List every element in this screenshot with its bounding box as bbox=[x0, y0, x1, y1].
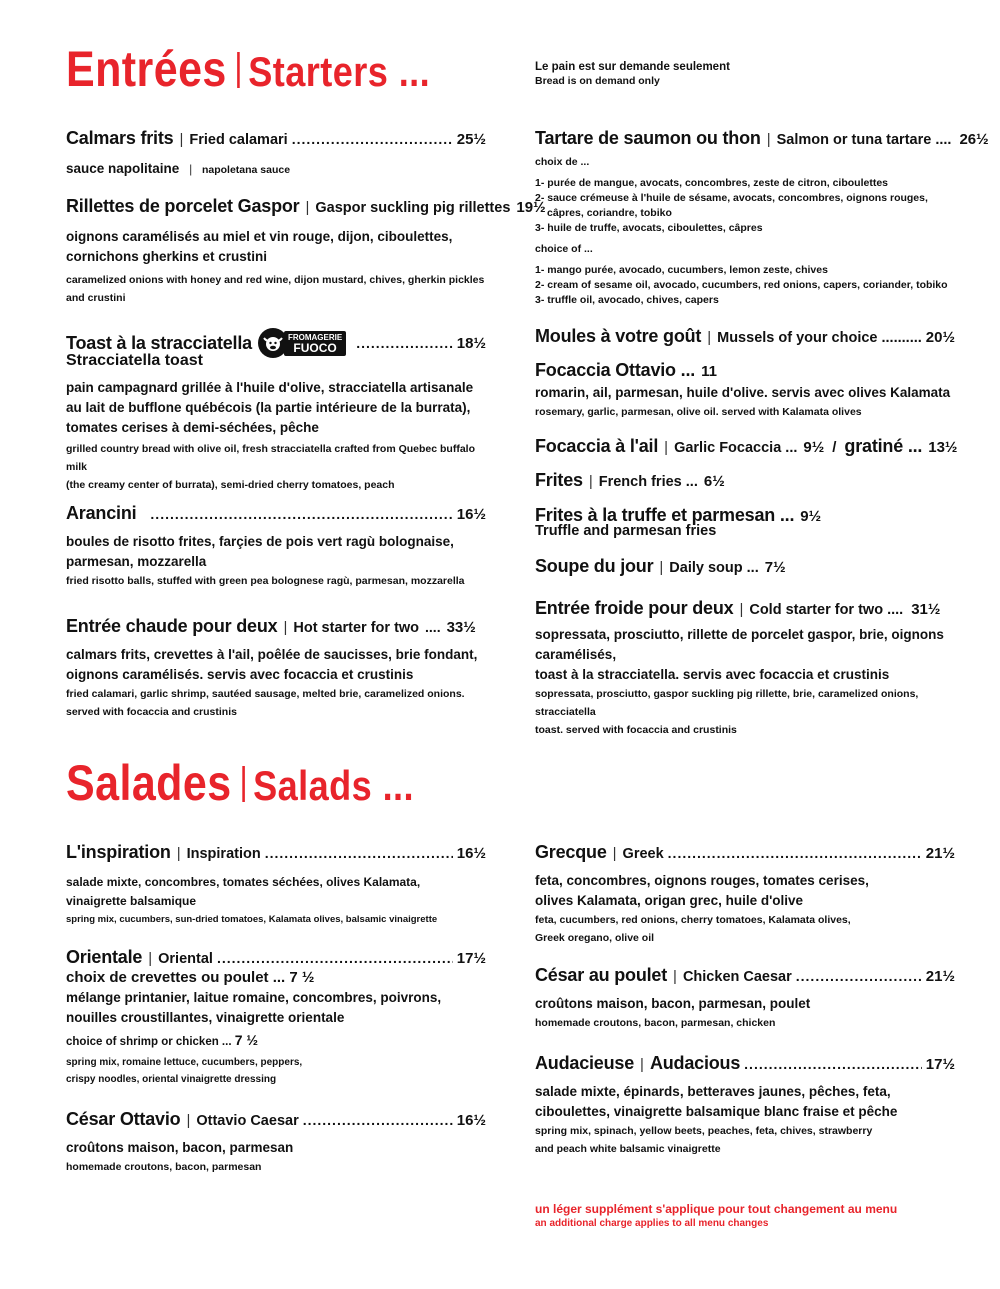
item-name-fr: Frites bbox=[535, 470, 583, 490]
choice-en bbox=[66, 1028, 486, 1054]
item-name-fr: César Ottavio bbox=[66, 1109, 181, 1129]
desc-fr-2: cornichons gherkins et crustini bbox=[66, 249, 268, 264]
item-name-en: Stracciatella toast bbox=[66, 352, 203, 369]
desc-fr-1: oignons caramélisés au miel et vin rouge, dijon, ciboulettes, bbox=[66, 229, 453, 244]
item-price: 16½ bbox=[456, 845, 486, 862]
item-desc: sauce napolitaine | napoletana sauce bbox=[66, 161, 291, 176]
menu-item-cesar-ottavio: César Ottavio | Ottavio Caesar ..... 16½ croûtons maison, bacon, parmesan homemade croutons, bacon, parmesan bbox=[66, 1109, 486, 1176]
option-fr-2b: câpres, coriandre, tobiko bbox=[547, 207, 672, 219]
item-price: 19½ bbox=[516, 199, 546, 216]
desc-fr-2: oignons caramélisés. servis avec focaccia et crustinis bbox=[66, 667, 414, 682]
menu-item-frites: Frites | French fries ... 6½ bbox=[535, 470, 725, 490]
salads-title-fr: Salades bbox=[66, 755, 232, 811]
menu-item-rillettes: Rillettes de porcelet Gaspor | Gaspor suckling pig rillettes 19½ oignons caramélisés au miel et vin rouge, dijon, ciboulettes, cornichons gherkins et crustini caramelized onions with honey and red wine, dijon mustard, chives, gherkin pickles and crustini bbox=[66, 196, 486, 307]
desc-fr-1: salade mixte, concombres, tomates séchées, olives Kalamata, bbox=[66, 875, 421, 889]
desc-en-2: Greek oregano, olive oil bbox=[535, 932, 655, 944]
item-name-en: French fries ... bbox=[598, 474, 698, 490]
option-fr-1: 1- purée de mangue, avocats, concombres, zeste de citron, ciboulettes bbox=[535, 177, 889, 189]
item-price: 17½ bbox=[925, 1056, 955, 1073]
desc-fr-2: parmesan, mozzarella bbox=[66, 554, 207, 569]
item-name-en: Cold starter for two .... bbox=[749, 602, 904, 618]
desc-fr-1: salade mixte, épinards, betteraves jaunes, pêches, feta, bbox=[535, 1084, 891, 1099]
item-name-en: Garlic Focaccia ... bbox=[674, 440, 798, 456]
choice-en-price: 7 ½ bbox=[234, 1032, 259, 1048]
item-name-fr: Focaccia Ottavio ... bbox=[535, 360, 696, 380]
menu-item-soupe: Soupe du jour | Daily soup ... 7½ bbox=[535, 556, 786, 576]
menu-item-arancini bbox=[66, 503, 486, 590]
desc-fr-1: pain campagnard grillée à l'huile d'olive, stracciatella artisanale bbox=[66, 380, 474, 395]
logo-top-text: FROMAGERIE bbox=[287, 332, 343, 342]
desc-fr-2: toast à la stracciatella. servis avec focaccia et crustinis bbox=[535, 667, 890, 682]
option-en-1: 1- mango purée, avocado, cucumbers, lemon zeste, chives bbox=[535, 264, 828, 276]
menu-item-audacieuse: Audacieuse | Audacious ..... 17½ salade mixte, épinards, betteraves jaunes, pêches, feta, ciboulettes, vinaigrette balsamique blanc fraise et pêche spring mix, spinach, yellow beets, peaches, feta, chives, strawberry and peach white balsamic vinaigrette bbox=[535, 1053, 955, 1158]
option-fr-2: 2- sauce crémeuse à l'huile de sésame, avocats, concombres, oignons rouges, bbox=[535, 192, 928, 204]
item-price: 21½ bbox=[925, 845, 955, 862]
bread-note bbox=[535, 60, 730, 88]
leader-dots bbox=[303, 1112, 453, 1128]
item-price: 9½ bbox=[803, 439, 825, 456]
item-name-en: Inspiration bbox=[186, 846, 261, 862]
starters-title-fr: Entrées bbox=[66, 41, 227, 97]
item-price: 20½ bbox=[925, 329, 955, 346]
item-price: 9½ bbox=[800, 508, 822, 525]
desc-en: napoletana sauce bbox=[201, 164, 291, 176]
choice-fr: choix de crevettes ou poulet ... 7 ½ bbox=[66, 969, 315, 986]
item-name-fr: Entrée froide pour deux bbox=[535, 598, 734, 618]
note-en: an additional charge applies to all menu changes bbox=[535, 1218, 769, 1229]
desc-en-1: fried calamari, garlic shrimp, sautéed sausage, melted brie, caramelized onions. bbox=[66, 688, 465, 700]
option-fr-3: 3- huile de truffe, avocats, ciboulettes, câpres bbox=[535, 222, 763, 234]
menu-item-toast bbox=[66, 328, 486, 494]
desc-fr-2: olives Kalamata, origan grec, huile d'olive bbox=[535, 893, 804, 908]
choice-en-label: choice of shrimp or chicken ... bbox=[66, 1036, 232, 1048]
item-price: 6½ bbox=[703, 473, 725, 490]
gratine-price: 13½ bbox=[928, 439, 958, 456]
note-fr: un léger supplément s'applique pour tout changement au menu bbox=[535, 1202, 898, 1216]
menu-item-tartare: Tartare de saumon ou thon | Salmon or tuna tartare .... 26½ choix de ... 1- purée de mangue, avocats, concombres, zeste de citron, ciboulettes 2- sauce crémeuse à l'huile de sésame, avocats, concombres, oignons rouges, câpres, coriandre, tobiko 3- huile de truffe, avocats, ciboulettes, câpres choice of ... 1- mango purée, avocado, cucumbers, lemon zeste, chives 2- cream of sesame oil, avocado, cucumbers, red onions, capers, coriander, tobiko 3- truffle oil, avocado, chives, capers bbox=[535, 128, 989, 306]
choice-fr: choix de ... bbox=[535, 156, 590, 168]
desc-en-2: and peach white balsamic vinaigrette bbox=[535, 1143, 721, 1155]
item-name-en: Oriental bbox=[158, 951, 213, 967]
item-name-fr: L'inspiration bbox=[66, 842, 171, 862]
item-name-en: Ottavio Caesar bbox=[196, 1113, 299, 1129]
title-divider bbox=[242, 766, 245, 802]
menu-item-focaccia bbox=[535, 360, 955, 421]
desc-en-1: sopressata, prosciutto, gaspor suckling pig rillette, brie, caramelized onions, stracciatella bbox=[535, 688, 919, 718]
item-price: 17½ bbox=[456, 950, 486, 967]
desc-en: homemade croutons, bacon, parmesan, chicken bbox=[535, 1017, 776, 1029]
item-name-fr: Grecque bbox=[535, 842, 607, 862]
desc-fr-2: vinaigrette balsamique bbox=[66, 894, 197, 908]
item-price: 26½ bbox=[959, 131, 989, 148]
logo-main-text: FUOCO bbox=[293, 340, 337, 355]
desc-fr-1: sopressata, prosciutto, rillette de porcelet gaspor, brie, oignons caramélisés, bbox=[535, 627, 944, 662]
leader-dots bbox=[796, 968, 922, 984]
item-name-fr: César au poulet bbox=[535, 965, 668, 985]
item-name-en: Audacious bbox=[649, 1053, 741, 1073]
item-price: 21½ bbox=[925, 968, 955, 985]
desc-en-2: and crustini bbox=[66, 292, 126, 304]
starters-title bbox=[66, 41, 431, 97]
item-price: 16½ bbox=[456, 506, 486, 523]
leader-dots bbox=[265, 845, 453, 861]
salads-title bbox=[66, 755, 414, 811]
desc-fr: sauce napolitaine bbox=[66, 161, 180, 176]
desc-fr-2: nouilles croustillantes, vinaigrette orientale bbox=[66, 1010, 345, 1025]
desc-en-2: served with focaccia and crustinis bbox=[66, 706, 237, 718]
item-price: 11 bbox=[701, 363, 717, 380]
item-name-en: Greek bbox=[622, 846, 664, 862]
desc-en-1: spring mix, romaine lettuce, cucumbers, peppers, bbox=[66, 1057, 303, 1068]
item-name-en: Chicken Caesar bbox=[682, 969, 792, 985]
item-name-en: Gaspor suckling pig rillettes bbox=[315, 200, 511, 216]
item-name-fr: Frites à la truffe et parmesan ... bbox=[535, 505, 795, 525]
menu-change-note bbox=[535, 1201, 897, 1231]
item-price: 7½ bbox=[764, 559, 786, 576]
menu-item-cesar-poulet: César au poulet | Chicken Caesar ..... 21½ croûtons maison, bacon, parmesan, poulet homemade croutons, bacon, parmesan, chicken bbox=[535, 965, 955, 1032]
item-price: 25½ bbox=[456, 131, 486, 148]
menu-item-inspiration: L'inspiration | Inspiration ..... 16½ salade mixte, concombres, tomates séchées, olives Kalamata, vinaigrette balsamique spring mix, cucumbers, sun-dried tomatoes, Kalamata olives, balsamic vinaigrette bbox=[66, 842, 486, 928]
leader-dots bbox=[356, 335, 453, 351]
item-name-fr: Arancini bbox=[66, 503, 137, 523]
item-price: 31½ bbox=[911, 601, 941, 618]
desc-fr-1: mélange printanier, laitue romaine, concombres, poivrons, bbox=[66, 990, 442, 1005]
menu-item-orientale: Orientale | Oriental ..... 17½ choix de crevettes ou poulet ... 7 ½ mélange printanier, laitue romaine, concombres, poivrons, nouilles croustillantes, vinaigrette orientale choice of shrimp or chicken ... 7 ½ spring mix, romaine lettuce, cucumbers, peppers, crispy noodles, oriental vinaigrette dressing bbox=[66, 947, 486, 1088]
desc-fr-1: boules de risotto frites, farçies de pois vert ragù bolognaise, bbox=[66, 534, 454, 549]
desc-en-1: grilled country bread with olive oil, fresh stracciatella crafted from Quebec buffalo milk bbox=[66, 443, 476, 473]
item-name-en: Fried calamari bbox=[189, 132, 288, 148]
desc-fr-2: au lait de bufflone québécois (la partie intérieure de la burrata), bbox=[66, 400, 471, 415]
item-name-fr: Entrée chaude pour deux bbox=[66, 616, 278, 636]
item-name-fr: Rillettes de porcelet Gaspor bbox=[66, 196, 300, 216]
item-name-fr: Focaccia à l'ail bbox=[535, 436, 659, 456]
menu-item-calmars: Calmars frits | Fried calamari ..... 25½ sauce napolitaine | napoletana sauce bbox=[66, 128, 486, 180]
menu-item-moules: Moules à votre goût | Mussels of your choice .......... 20½ bbox=[535, 326, 955, 346]
option-en-3: 3- truffle oil, avocado, chives, capers bbox=[535, 294, 719, 306]
item-name-fr: Toast à la stracciatella bbox=[66, 332, 252, 353]
desc-fr-3: tomates cerises à demi-séchées, pêche bbox=[66, 420, 319, 435]
item-name-fr: Orientale bbox=[66, 947, 143, 967]
desc-en: homemade croutons, bacon, parmesan bbox=[66, 1161, 262, 1173]
leader-dots: .... bbox=[425, 619, 441, 635]
item-price: 18½ bbox=[456, 334, 486, 352]
item-price: 33½ bbox=[446, 619, 476, 636]
desc-fr-2: ciboulettes, vinaigrette balsamique blanc fraise et pêche bbox=[535, 1104, 898, 1119]
choice-en: choice of ... bbox=[535, 243, 593, 255]
desc-en-2: (the creamy center of burrata), semi-dried cherry tomatoes, peach bbox=[66, 479, 395, 491]
slash: / bbox=[832, 439, 837, 456]
desc-en-2: crispy noodles, oriental vinaigrette dressing bbox=[66, 1074, 277, 1085]
desc-en: spring mix, cucumbers, sun-dried tomatoes, Kalamata olives, balsamic vinaigrette bbox=[66, 914, 438, 925]
item-name-en: Truffle and parmesan fries bbox=[535, 523, 717, 539]
desc-fr-1: calmars frits, crevettes à l'ail, poêlée de saucisses, brie fondant, bbox=[66, 647, 478, 662]
menu-item-frites-truffe bbox=[535, 505, 955, 539]
item-name-fr: Moules à votre goût bbox=[535, 326, 702, 346]
option-en-2: 2- cream of sesame oil, avocado, cucumbers, red onions, capers, coriander, tobiko bbox=[535, 279, 948, 291]
item-name-en: Daily soup ... bbox=[669, 560, 759, 576]
item-name-fr: Soupe du jour bbox=[535, 556, 654, 576]
menu-item-focaccia-ail: Focaccia à l'ail | Garlic Focaccia ... 9½ / gratiné ... 13½ bbox=[535, 436, 958, 456]
bread-note-en: Bread is on demand only bbox=[535, 75, 660, 87]
desc-en: rosemary, garlic, parmesan, olive oil. served with Kalamata olives bbox=[535, 406, 862, 418]
item-name-fr: Audacieuse bbox=[535, 1053, 635, 1073]
desc-en-1: caramelized onions with honey and red wine, dijon mustard, chives, gherkin pickles bbox=[66, 274, 485, 286]
desc-en-2: toast. served with focaccia and crustinis bbox=[535, 724, 737, 736]
desc-fr: croûtons maison, bacon, parmesan bbox=[66, 1140, 294, 1155]
leader-dots bbox=[150, 506, 452, 522]
desc-fr: croûtons maison, bacon, parmesan, poulet bbox=[535, 996, 811, 1011]
desc-en: fried risotto balls, stuffed with green pea bolognese ragù, parmesan, mozzarella bbox=[66, 575, 465, 587]
leader-dots bbox=[217, 950, 453, 966]
menu-item-cold-starter: Entrée froide pour deux | Cold starter for two .... 31½ sopressata, prosciutto, rillette de porcelet gaspor, brie, oignons caramélisés, toast à la stracciatella. servis avec focaccia et crustinis sopressata, prosciutto, gaspor suckling pig rillette, brie, caramelized onions, stracciatella toast. served with focaccia and crustinis bbox=[535, 598, 955, 739]
fromagerie-fuoco-logo bbox=[258, 328, 346, 358]
desc-en-1: feta, cucumbers, red onions, cherry tomatoes, Kalamata olives, bbox=[535, 914, 851, 926]
leader-dots bbox=[744, 1056, 922, 1072]
item-price: 16½ bbox=[456, 1112, 486, 1129]
desc-fr: romarin, ail, parmesan, huile d'olive. servis avec olives Kalamata bbox=[535, 385, 951, 400]
desc-fr-1: feta, concombres, oignons rouges, tomates cerises, bbox=[535, 873, 869, 888]
item-name-fr: Calmars frits bbox=[66, 128, 174, 148]
item-name-en: Salmon or tuna tartare .... bbox=[776, 132, 952, 148]
menu-item-grecque: Grecque | Greek ..... 21½ feta, concombres, oignons rouges, tomates cerises, olives Kalamata, origan grec, huile d'olive feta, cucumbers, red onions, cherry tomatoes, Kalamata olives, Greek oregano, olive oil bbox=[535, 842, 955, 947]
gratine-label: gratiné ... bbox=[844, 436, 923, 456]
leader-dots bbox=[668, 845, 922, 861]
title-divider bbox=[237, 52, 240, 88]
item-name-fr: Tartare de saumon ou thon bbox=[535, 128, 761, 148]
item-name-en: Hot starter for two bbox=[293, 620, 420, 636]
item-name-en: Mussels of your choice .......... bbox=[717, 330, 922, 346]
salads-title-en: Salads ... bbox=[253, 762, 414, 809]
leader-dots bbox=[292, 131, 453, 147]
bread-note-fr: Le pain est sur demande seulement bbox=[535, 61, 730, 73]
desc-en-1: spring mix, spinach, yellow beets, peaches, feta, chives, strawberry bbox=[535, 1125, 873, 1137]
menu-item-hot-starter: Entrée chaude pour deux | Hot starter for two .... 33½ calmars frits, crevettes à l'ail, poêlée de saucisses, brie fondant, oignons caramélisés. servis avec focaccia et crustinis fried calamari, garlic shrimp, sautéed sausage, melted brie, caramelized onions. served with focaccia and crustinis bbox=[66, 616, 486, 721]
starters-title-en: Starters ... bbox=[248, 48, 431, 95]
